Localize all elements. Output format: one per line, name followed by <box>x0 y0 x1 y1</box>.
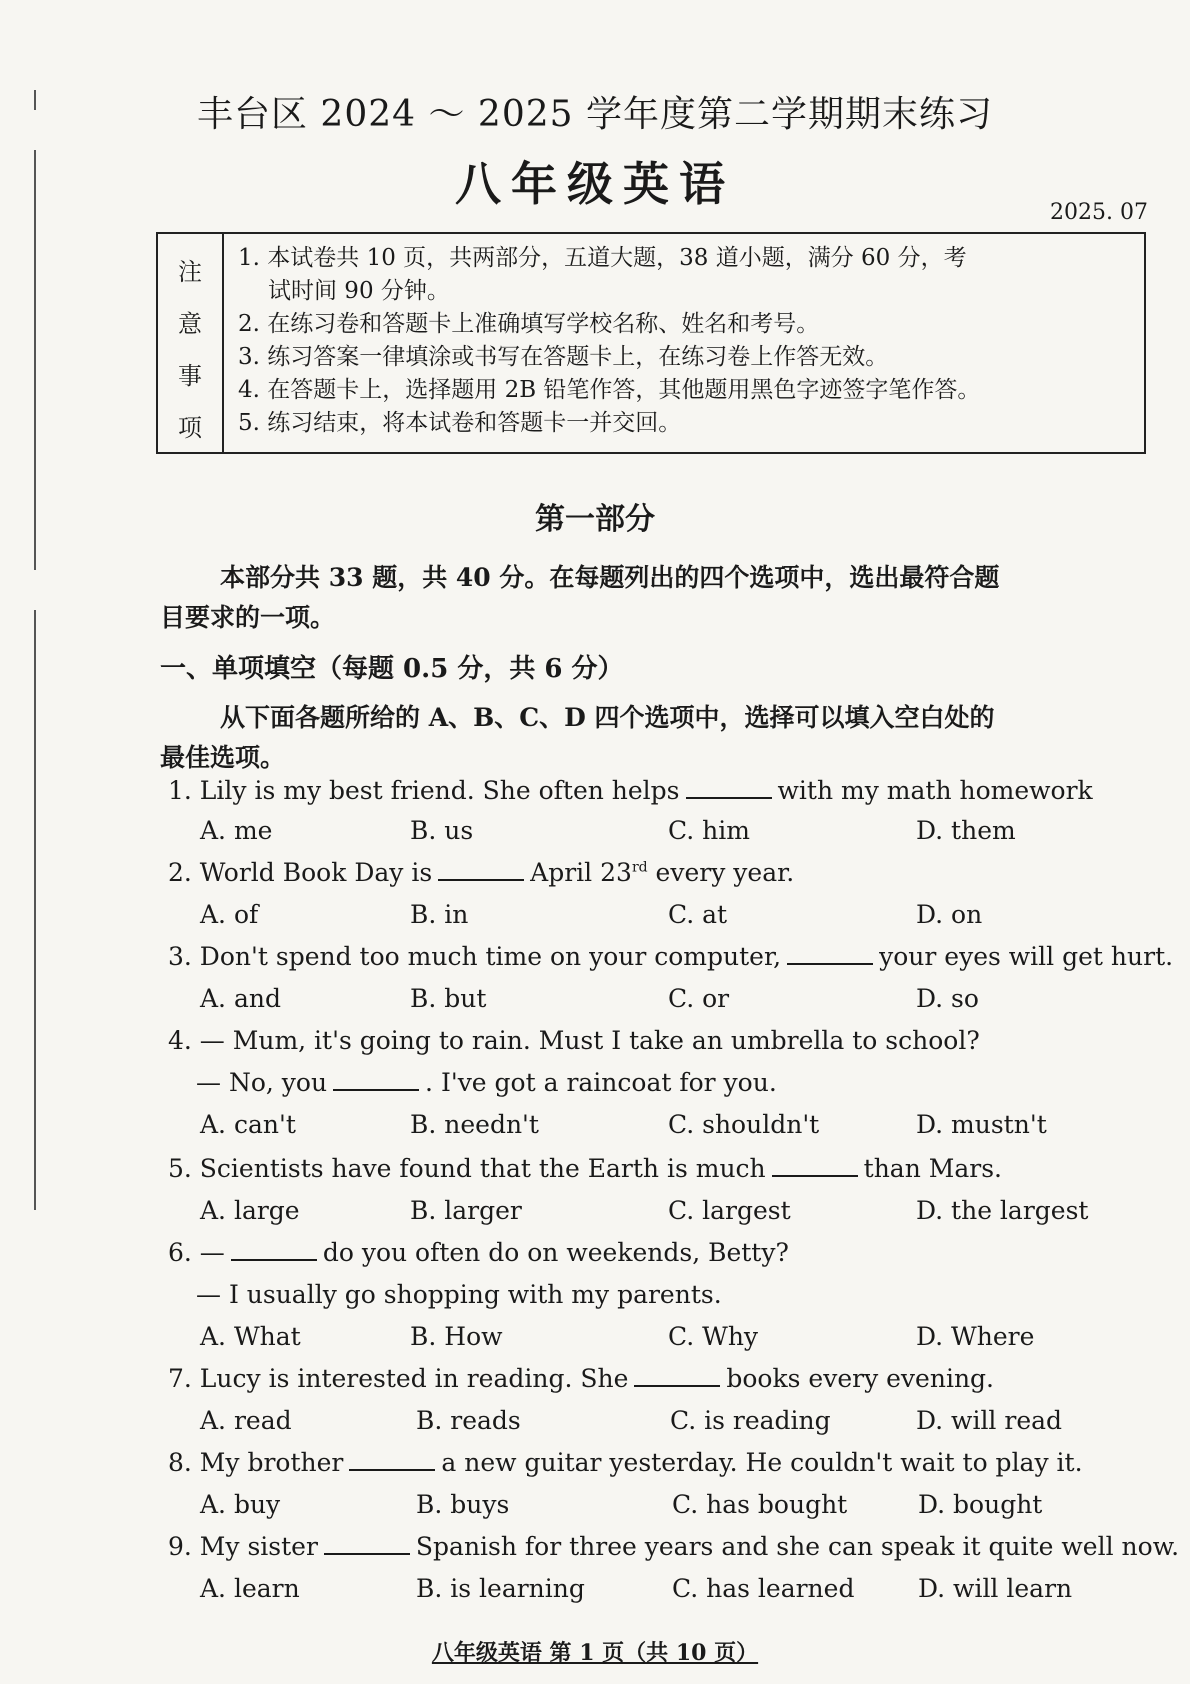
notice-label-char: 注 <box>178 258 202 286</box>
exam-title: 丰台区 2024 ～ 2025 学年度第二学期期末练习 <box>196 94 993 135</box>
question-text: 8. My brother <box>168 1448 344 1477</box>
question-text: 1. Lily is my best friend. She often helps <box>168 776 680 805</box>
question-text: your eyes will get hurt. <box>879 942 1174 971</box>
question-2 <box>168 858 1158 887</box>
option-c: C. has learned <box>672 1574 855 1603</box>
option-c: C. Why <box>668 1322 759 1351</box>
option-a: A. learn <box>200 1574 300 1603</box>
exam-subtitle: 八年级英语 <box>455 157 735 211</box>
question-7 <box>168 1364 1158 1393</box>
answer-blank <box>333 1069 419 1091</box>
question-text: — No, you <box>196 1068 328 1097</box>
answer-blank <box>686 777 772 799</box>
question-text: 2. World Book Day is <box>168 858 433 887</box>
notice-item: 试时间 90 分钟。 <box>268 278 450 304</box>
option-d: D. will learn <box>918 1574 1073 1603</box>
notice-label-char: 事 <box>178 362 202 390</box>
option-c: C. at <box>668 900 728 929</box>
exam-date: 2025. 07 <box>1050 200 1148 225</box>
option-a: A. me <box>200 816 273 845</box>
option-d: D. will read <box>916 1406 1063 1435</box>
answer-blank <box>772 1155 858 1177</box>
notice-label <box>158 234 224 452</box>
option-b: B. us <box>410 816 474 845</box>
question-3 <box>168 942 1174 971</box>
option-d: D. the largest <box>916 1196 1089 1225</box>
option-a: A. What <box>200 1322 301 1351</box>
answer-blank <box>438 859 524 881</box>
question-8 <box>168 1448 1158 1477</box>
option-d: D. on <box>916 900 983 929</box>
question-9 <box>168 1532 1180 1561</box>
option-c: C. is reading <box>670 1406 831 1435</box>
question-text: do you often do on weekends, Betty? <box>322 1238 789 1267</box>
notice-box <box>156 232 1146 454</box>
notice-item: 2. 在练习卷和答题卡上准确填写学校名称、姓名和考号。 <box>238 311 820 337</box>
option-c: C. him <box>668 816 750 845</box>
question-text: 6. — <box>168 1238 225 1267</box>
option-a: A. large <box>200 1196 300 1225</box>
question-5 <box>168 1154 1158 1183</box>
option-c: C. shouldn't <box>668 1110 820 1139</box>
option-b: B. buys <box>416 1490 510 1519</box>
option-c: C. or <box>668 984 730 1013</box>
answer-blank <box>787 943 873 965</box>
section-instr-line: 从下面各题所给的 A、B、C、D 四个选项中，选择可以填入空白处的 <box>220 703 995 732</box>
answer-blank <box>349 1449 435 1471</box>
option-b: B. is learning <box>416 1574 585 1603</box>
option-c: C. has bought <box>672 1490 848 1519</box>
notice-label-char: 意 <box>178 310 202 338</box>
question-4: 4. — Mum, it's going to rain. Must I take an umbrella to school? <box>168 1026 980 1055</box>
section-heading: 一、单项填空（每题 0.5 分，共 6 分） <box>160 654 624 684</box>
margin-line <box>34 610 36 1210</box>
answer-blank <box>231 1239 317 1261</box>
option-b: B. but <box>410 984 487 1013</box>
question-text: April 23 <box>530 858 632 887</box>
option-a: A. and <box>200 984 281 1013</box>
notice-list <box>238 242 1136 440</box>
part-intro-line: 目要求的一项。 <box>160 603 336 632</box>
option-a: A. of <box>200 900 259 929</box>
page-footer: 八年级英语 第 1 页（共 10 页） <box>431 1640 759 1666</box>
question-text: Spanish for three years and she can speak it quite well now. <box>415 1532 1180 1561</box>
section-instr-line: 最佳选项。 <box>160 743 286 772</box>
question-text: than Mars. <box>863 1154 1002 1183</box>
question-text: 3. Don't spend too much time on your computer, <box>168 942 782 971</box>
section-instructions <box>160 698 1150 778</box>
option-d: D. so <box>916 984 979 1013</box>
option-a: A. can't <box>200 1110 296 1139</box>
notice-item: 1. 本试卷共 10 页，共两部分，五道大题，38 道小题，满分 60 分，考 <box>238 245 967 271</box>
notice-item: 5. 练习结束，将本试卷和答题卡一并交回。 <box>238 410 682 436</box>
part-title: 第一部分 <box>535 502 655 537</box>
option-d: D. Where <box>916 1322 1035 1351</box>
option-d: D. mustn't <box>916 1110 1047 1139</box>
option-a: A. read <box>200 1406 292 1435</box>
question-text: a new guitar yesterday. He couldn't wait to play it. <box>441 1448 1083 1477</box>
question-text: . I've got a raincoat for you. <box>425 1068 777 1097</box>
option-a: A. buy <box>200 1490 281 1519</box>
option-c: C. largest <box>668 1196 791 1225</box>
notice-item: 4. 在答题卡上，选择题用 2B 铅笔作答，其他题用黑色字迹签字笔作答。 <box>238 377 981 403</box>
part-intro-line: 本部分共 33 题，共 40 分。在每题列出的四个选项中，选出最符合题 <box>220 563 1000 592</box>
option-b: B. in <box>410 900 469 929</box>
option-b: B. How <box>410 1322 503 1351</box>
option-b: B. needn't <box>410 1110 539 1139</box>
question-text: 7. Lucy is interested in reading. She <box>168 1364 629 1393</box>
question-4-reply <box>196 1068 1186 1097</box>
question-text: 5. Scientists have found that the Earth is much <box>168 1154 766 1183</box>
part-intro <box>160 558 1150 638</box>
answer-blank <box>324 1533 410 1555</box>
question-6-reply: — I usually go shopping with my parents. <box>196 1280 722 1309</box>
notice-label-char: 项 <box>178 414 202 442</box>
question-text: with my math homework <box>777 776 1093 805</box>
ordinal-suffix: rd <box>631 859 648 876</box>
question-6 <box>168 1238 1158 1267</box>
question-text: 9. My sister <box>168 1532 318 1561</box>
option-d: D. bought <box>918 1490 1043 1519</box>
notice-item: 3. 练习答案一律填涂或书写在答题卡上，在练习卷上作答无效。 <box>238 344 889 370</box>
option-d: D. them <box>916 816 1016 845</box>
option-b: B. reads <box>416 1406 521 1435</box>
question-text: every year. <box>647 858 795 887</box>
question-text: books every evening. <box>726 1364 995 1393</box>
answer-blank <box>634 1365 720 1387</box>
question-1 <box>168 776 1158 805</box>
option-b: B. larger <box>410 1196 522 1225</box>
